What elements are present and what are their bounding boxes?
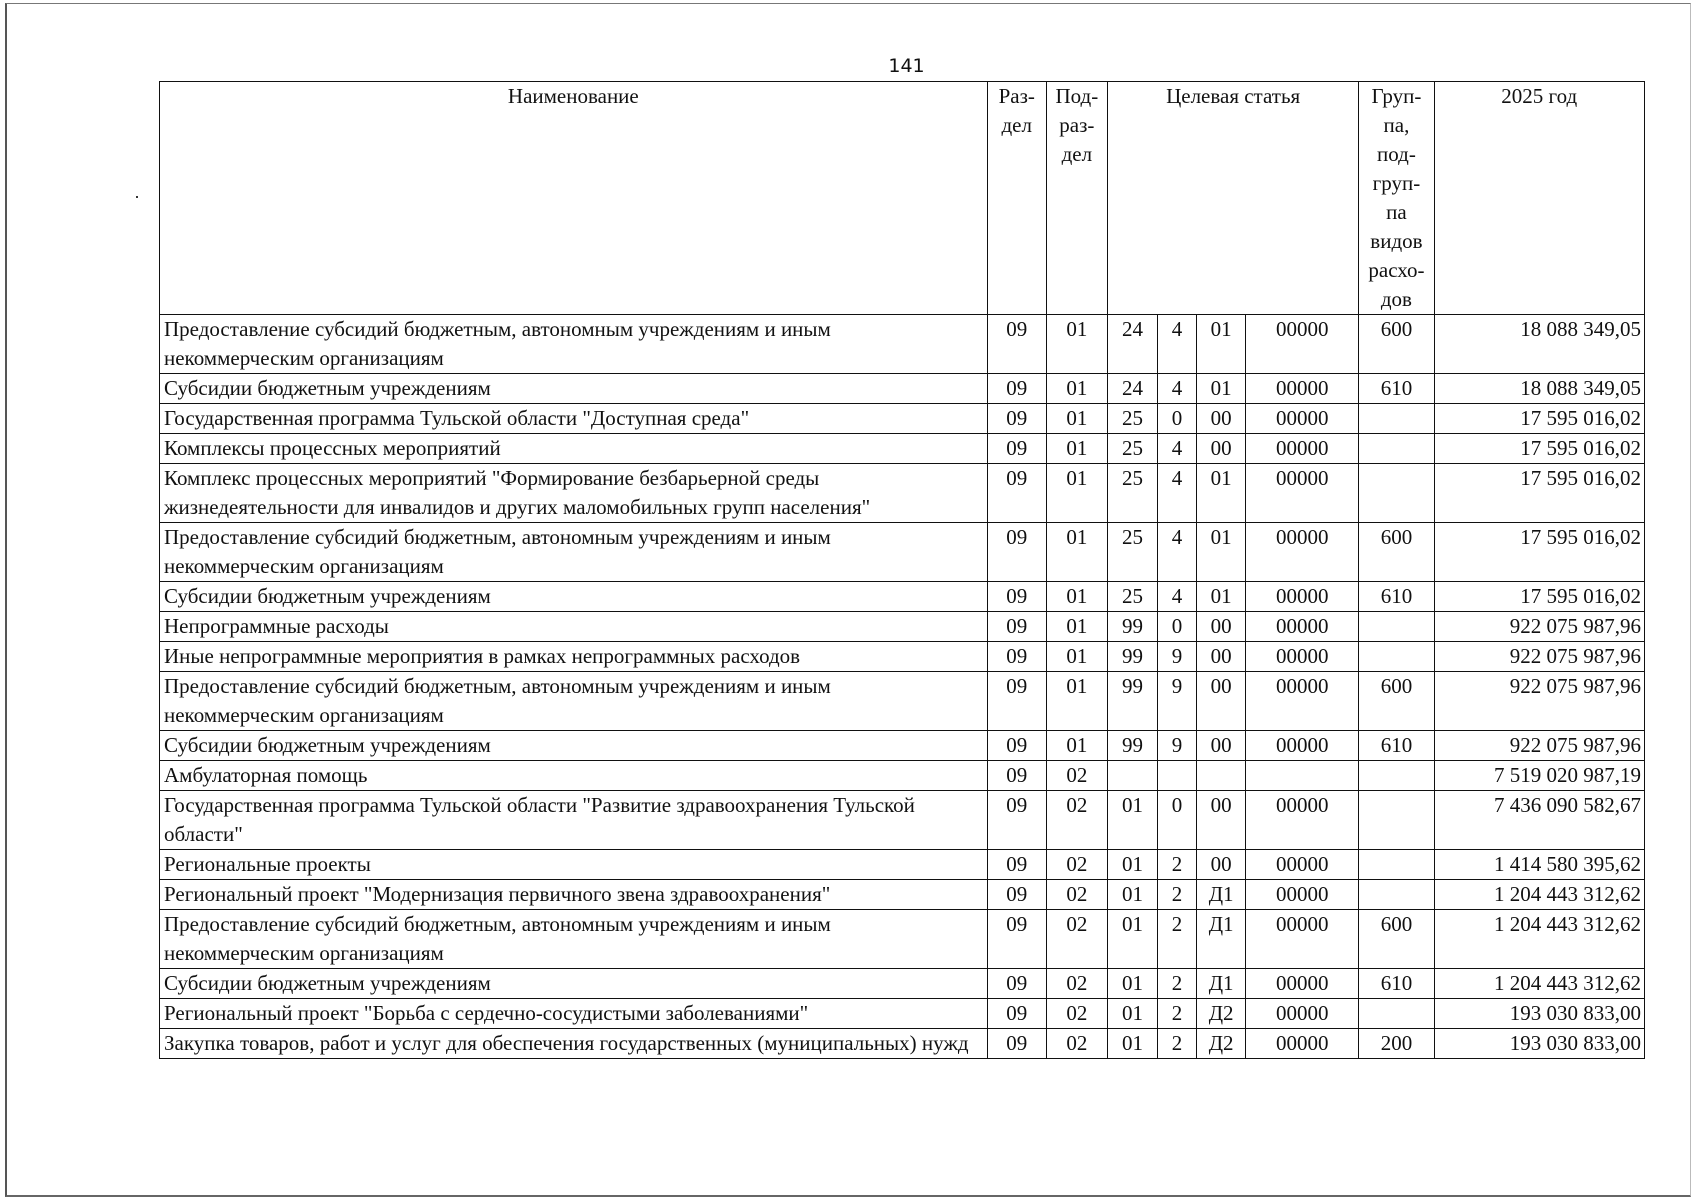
row-target-type: 0 (1157, 404, 1196, 434)
row-target-direction: 00000 (1246, 672, 1359, 731)
header-expense-group (1359, 82, 1434, 315)
header-target-article: Целевая статья (1107, 82, 1358, 315)
row-amount: 1 204 443 312,62 (1434, 880, 1644, 910)
row-target-direction: 00000 (1246, 464, 1359, 523)
row-amount: 193 030 833,00 (1434, 1029, 1644, 1059)
row-target-type: 2 (1157, 969, 1196, 999)
row-podrazdel: 01 (1046, 612, 1107, 642)
row-podrazdel: 02 (1046, 761, 1107, 791)
row-podrazdel: 01 (1046, 523, 1107, 582)
row-amount: 7 519 020 987,19 (1434, 761, 1644, 791)
row-target-element: 01 (1197, 374, 1246, 404)
row-target-program: 25 (1107, 404, 1157, 434)
row-expense-group (1359, 999, 1434, 1029)
table-row (160, 910, 1645, 969)
row-target-direction: 00000 (1246, 791, 1359, 850)
row-target-program (1107, 761, 1157, 791)
table-row (160, 612, 1645, 642)
table-row (160, 672, 1645, 731)
row-target-element: Д1 (1197, 910, 1246, 969)
table-row (160, 1029, 1645, 1059)
row-target-program: 25 (1107, 523, 1157, 582)
row-name: Государственная программа Тульской области "Доступная среда" (160, 404, 988, 434)
row-target-element: 00 (1197, 791, 1246, 850)
row-podrazdel: 02 (1046, 791, 1107, 850)
row-target-direction: 00000 (1246, 880, 1359, 910)
row-name: Предоставление субсидий бюджетным, автономным учреждениям и иным некоммерческим организациям (160, 672, 988, 731)
row-expense-group: 610 (1359, 969, 1434, 999)
row-target-type: 4 (1157, 315, 1196, 374)
row-target-direction: 00000 (1246, 523, 1359, 582)
row-expense-group (1359, 612, 1434, 642)
row-name: Иные непрограммные мероприятия в рамках непрограммных расходов (160, 642, 988, 672)
row-razdel: 09 (987, 374, 1046, 404)
row-podrazdel: 01 (1046, 434, 1107, 464)
table-row (160, 880, 1645, 910)
row-podrazdel: 02 (1046, 999, 1107, 1029)
row-razdel: 09 (987, 761, 1046, 791)
row-razdel: 09 (987, 612, 1046, 642)
row-podrazdel: 02 (1046, 969, 1107, 999)
row-target-direction: 00000 (1246, 642, 1359, 672)
row-target-type: 0 (1157, 791, 1196, 850)
row-target-element (1197, 761, 1246, 791)
row-amount: 17 595 016,02 (1434, 404, 1644, 434)
row-target-type: 2 (1157, 1029, 1196, 1059)
row-name: Региональный проект "Борьба с сердечно-сосудистыми заболеваниями" (160, 999, 988, 1029)
row-expense-group: 610 (1359, 374, 1434, 404)
row-target-type: 4 (1157, 582, 1196, 612)
row-expense-group (1359, 642, 1434, 672)
page-number: 141 (888, 55, 925, 77)
row-podrazdel: 02 (1046, 1029, 1107, 1059)
row-target-program: 25 (1107, 582, 1157, 612)
row-podrazdel: 01 (1046, 582, 1107, 612)
row-name: Предоставление субсидий бюджетным, автономным учреждениям и иным некоммерческим организациям (160, 315, 988, 374)
row-razdel: 09 (987, 523, 1046, 582)
row-podrazdel: 01 (1046, 642, 1107, 672)
table-row (160, 969, 1645, 999)
row-podrazdel: 01 (1046, 374, 1107, 404)
row-target-direction: 00000 (1246, 999, 1359, 1029)
row-expense-group: 600 (1359, 315, 1434, 374)
row-expense-group (1359, 761, 1434, 791)
row-target-direction: 00000 (1246, 434, 1359, 464)
row-expense-group: 600 (1359, 672, 1434, 731)
row-target-type: 4 (1157, 434, 1196, 464)
row-razdel: 09 (987, 791, 1046, 850)
row-target-direction: 00000 (1246, 969, 1359, 999)
row-target-element: 01 (1197, 582, 1246, 612)
row-target-element: Д1 (1197, 969, 1246, 999)
row-expense-group (1359, 880, 1434, 910)
row-razdel: 09 (987, 880, 1046, 910)
row-name: Государственная программа Тульской области "Развитие здравоохранения Тульской области" (160, 791, 988, 850)
row-podrazdel: 01 (1046, 315, 1107, 374)
row-name: Амбулаторная помощь (160, 761, 988, 791)
row-name: Региональные проекты (160, 850, 988, 880)
row-target-program: 01 (1107, 791, 1157, 850)
row-target-program: 25 (1107, 464, 1157, 523)
row-target-program: 99 (1107, 731, 1157, 761)
header-podrazdel: Под-раз-дел (1046, 82, 1107, 315)
row-target-element: 01 (1197, 464, 1246, 523)
row-expense-group (1359, 850, 1434, 880)
row-razdel: 09 (987, 999, 1046, 1029)
row-target-type: 4 (1157, 523, 1196, 582)
row-name: Комплекс процессных мероприятий "Формирование безбарьерной среды жизнедеятельности для инвалидов и других маломобильных групп населения" (160, 464, 988, 523)
row-target-direction: 00000 (1246, 582, 1359, 612)
row-amount: 193 030 833,00 (1434, 999, 1644, 1029)
row-target-element: 00 (1197, 612, 1246, 642)
row-target-type: 9 (1157, 731, 1196, 761)
row-target-direction: 00000 (1246, 731, 1359, 761)
row-amount: 1 204 443 312,62 (1434, 969, 1644, 999)
row-expense-group: 610 (1359, 582, 1434, 612)
row-target-direction: 00000 (1246, 1029, 1359, 1059)
row-target-program: 99 (1107, 642, 1157, 672)
row-target-type: 2 (1157, 880, 1196, 910)
table-row (160, 761, 1645, 791)
row-target-element: Д2 (1197, 1029, 1246, 1059)
row-razdel: 09 (987, 315, 1046, 374)
row-amount: 922 075 987,96 (1434, 672, 1644, 731)
row-amount: 17 595 016,02 (1434, 523, 1644, 582)
table-row (160, 434, 1645, 464)
row-name: Субсидии бюджетным учреждениям (160, 582, 988, 612)
row-name: Комплексы процессных мероприятий (160, 434, 988, 464)
table-row (160, 582, 1645, 612)
table-row (160, 464, 1645, 523)
row-name: Непрограммные расходы (160, 612, 988, 642)
row-target-program: 01 (1107, 999, 1157, 1029)
row-razdel: 09 (987, 910, 1046, 969)
row-target-type: 2 (1157, 910, 1196, 969)
row-razdel: 09 (987, 404, 1046, 434)
table-row (160, 374, 1645, 404)
row-razdel: 09 (987, 582, 1046, 612)
row-amount: 18 088 349,05 (1434, 374, 1644, 404)
row-podrazdel: 02 (1046, 880, 1107, 910)
row-target-type: 0 (1157, 612, 1196, 642)
row-target-program: 01 (1107, 880, 1157, 910)
row-podrazdel: 02 (1046, 850, 1107, 880)
row-target-program: 01 (1107, 910, 1157, 969)
row-razdel: 09 (987, 969, 1046, 999)
row-amount: 1 414 580 395,62 (1434, 850, 1644, 880)
header-name: Наименование (160, 82, 988, 315)
row-target-program: 01 (1107, 1029, 1157, 1059)
row-podrazdel: 01 (1046, 404, 1107, 434)
row-razdel: 09 (987, 464, 1046, 523)
header-expense-group-text: Груп-па, под-груп-па видов расхо-дов (1368, 84, 1425, 311)
row-target-direction: 00000 (1246, 404, 1359, 434)
scan-speck (136, 196, 138, 198)
row-target-direction: 00000 (1246, 910, 1359, 969)
row-expense-group (1359, 434, 1434, 464)
table-row (160, 999, 1645, 1029)
row-target-program: 24 (1107, 315, 1157, 374)
row-razdel: 09 (987, 731, 1046, 761)
row-name: Предоставление субсидий бюджетным, автономным учреждениям и иным некоммерческим организациям (160, 910, 988, 969)
row-razdel: 09 (987, 1029, 1046, 1059)
row-target-element: 00 (1197, 731, 1246, 761)
row-target-direction (1246, 761, 1359, 791)
row-name: Закупка товаров, работ и услуг для обеспечения государственных (муниципальных) нужд (160, 1029, 988, 1059)
row-target-program: 99 (1107, 612, 1157, 642)
row-expense-group: 600 (1359, 523, 1434, 582)
row-target-direction: 00000 (1246, 850, 1359, 880)
table-row (160, 523, 1645, 582)
table-row (160, 315, 1645, 374)
row-target-program: 01 (1107, 850, 1157, 880)
row-amount: 922 075 987,96 (1434, 731, 1644, 761)
table-row (160, 731, 1645, 761)
row-podrazdel: 01 (1046, 464, 1107, 523)
row-target-element: 01 (1197, 523, 1246, 582)
row-expense-group (1359, 464, 1434, 523)
row-expense-group (1359, 404, 1434, 434)
row-amount: 922 075 987,96 (1434, 612, 1644, 642)
row-target-element: Д1 (1197, 880, 1246, 910)
row-name: Предоставление субсидий бюджетным, автономным учреждениям и иным некоммерческим организациям (160, 523, 988, 582)
row-expense-group (1359, 791, 1434, 850)
table-body (160, 315, 1645, 1059)
row-amount: 7 436 090 582,67 (1434, 791, 1644, 850)
table-row (160, 850, 1645, 880)
row-target-program: 01 (1107, 969, 1157, 999)
row-target-element: Д2 (1197, 999, 1246, 1029)
row-razdel: 09 (987, 434, 1046, 464)
row-target-type (1157, 761, 1196, 791)
row-amount: 17 595 016,02 (1434, 464, 1644, 523)
row-podrazdel: 01 (1046, 672, 1107, 731)
row-amount: 922 075 987,96 (1434, 642, 1644, 672)
row-target-type: 9 (1157, 672, 1196, 731)
row-name: Субсидии бюджетным учреждениям (160, 374, 988, 404)
row-target-element: 00 (1197, 404, 1246, 434)
row-razdel: 09 (987, 672, 1046, 731)
header-year: 2025 год (1434, 82, 1644, 315)
budget-table (159, 81, 1645, 1059)
row-target-program: 25 (1107, 434, 1157, 464)
row-podrazdel: 01 (1046, 731, 1107, 761)
table-row (160, 404, 1645, 434)
row-expense-group: 610 (1359, 731, 1434, 761)
row-razdel: 09 (987, 642, 1046, 672)
row-amount: 18 088 349,05 (1434, 315, 1644, 374)
row-amount: 17 595 016,02 (1434, 434, 1644, 464)
row-target-element: 00 (1197, 850, 1246, 880)
row-podrazdel: 02 (1046, 910, 1107, 969)
row-target-direction: 00000 (1246, 612, 1359, 642)
row-target-element: 00 (1197, 434, 1246, 464)
row-target-element: 00 (1197, 672, 1246, 731)
row-name: Региональный проект "Модернизация первичного звена здравоохранения" (160, 880, 988, 910)
table-header-row (160, 82, 1645, 315)
row-target-program: 24 (1107, 374, 1157, 404)
row-amount: 1 204 443 312,62 (1434, 910, 1644, 969)
table-row (160, 642, 1645, 672)
table-row (160, 791, 1645, 850)
row-target-element: 01 (1197, 315, 1246, 374)
row-target-type: 4 (1157, 464, 1196, 523)
row-expense-group: 200 (1359, 1029, 1434, 1059)
row-target-element: 00 (1197, 642, 1246, 672)
row-target-type: 2 (1157, 999, 1196, 1029)
row-target-type: 2 (1157, 850, 1196, 880)
row-target-type: 4 (1157, 374, 1196, 404)
row-target-direction: 00000 (1246, 374, 1359, 404)
row-amount: 17 595 016,02 (1434, 582, 1644, 612)
row-name: Субсидии бюджетным учреждениям (160, 731, 988, 761)
header-razdel: Раз-дел (987, 82, 1046, 315)
row-name: Субсидии бюджетным учреждениям (160, 969, 988, 999)
row-target-direction: 00000 (1246, 315, 1359, 374)
row-target-type: 9 (1157, 642, 1196, 672)
row-razdel: 09 (987, 850, 1046, 880)
row-expense-group: 600 (1359, 910, 1434, 969)
row-target-program: 99 (1107, 672, 1157, 731)
